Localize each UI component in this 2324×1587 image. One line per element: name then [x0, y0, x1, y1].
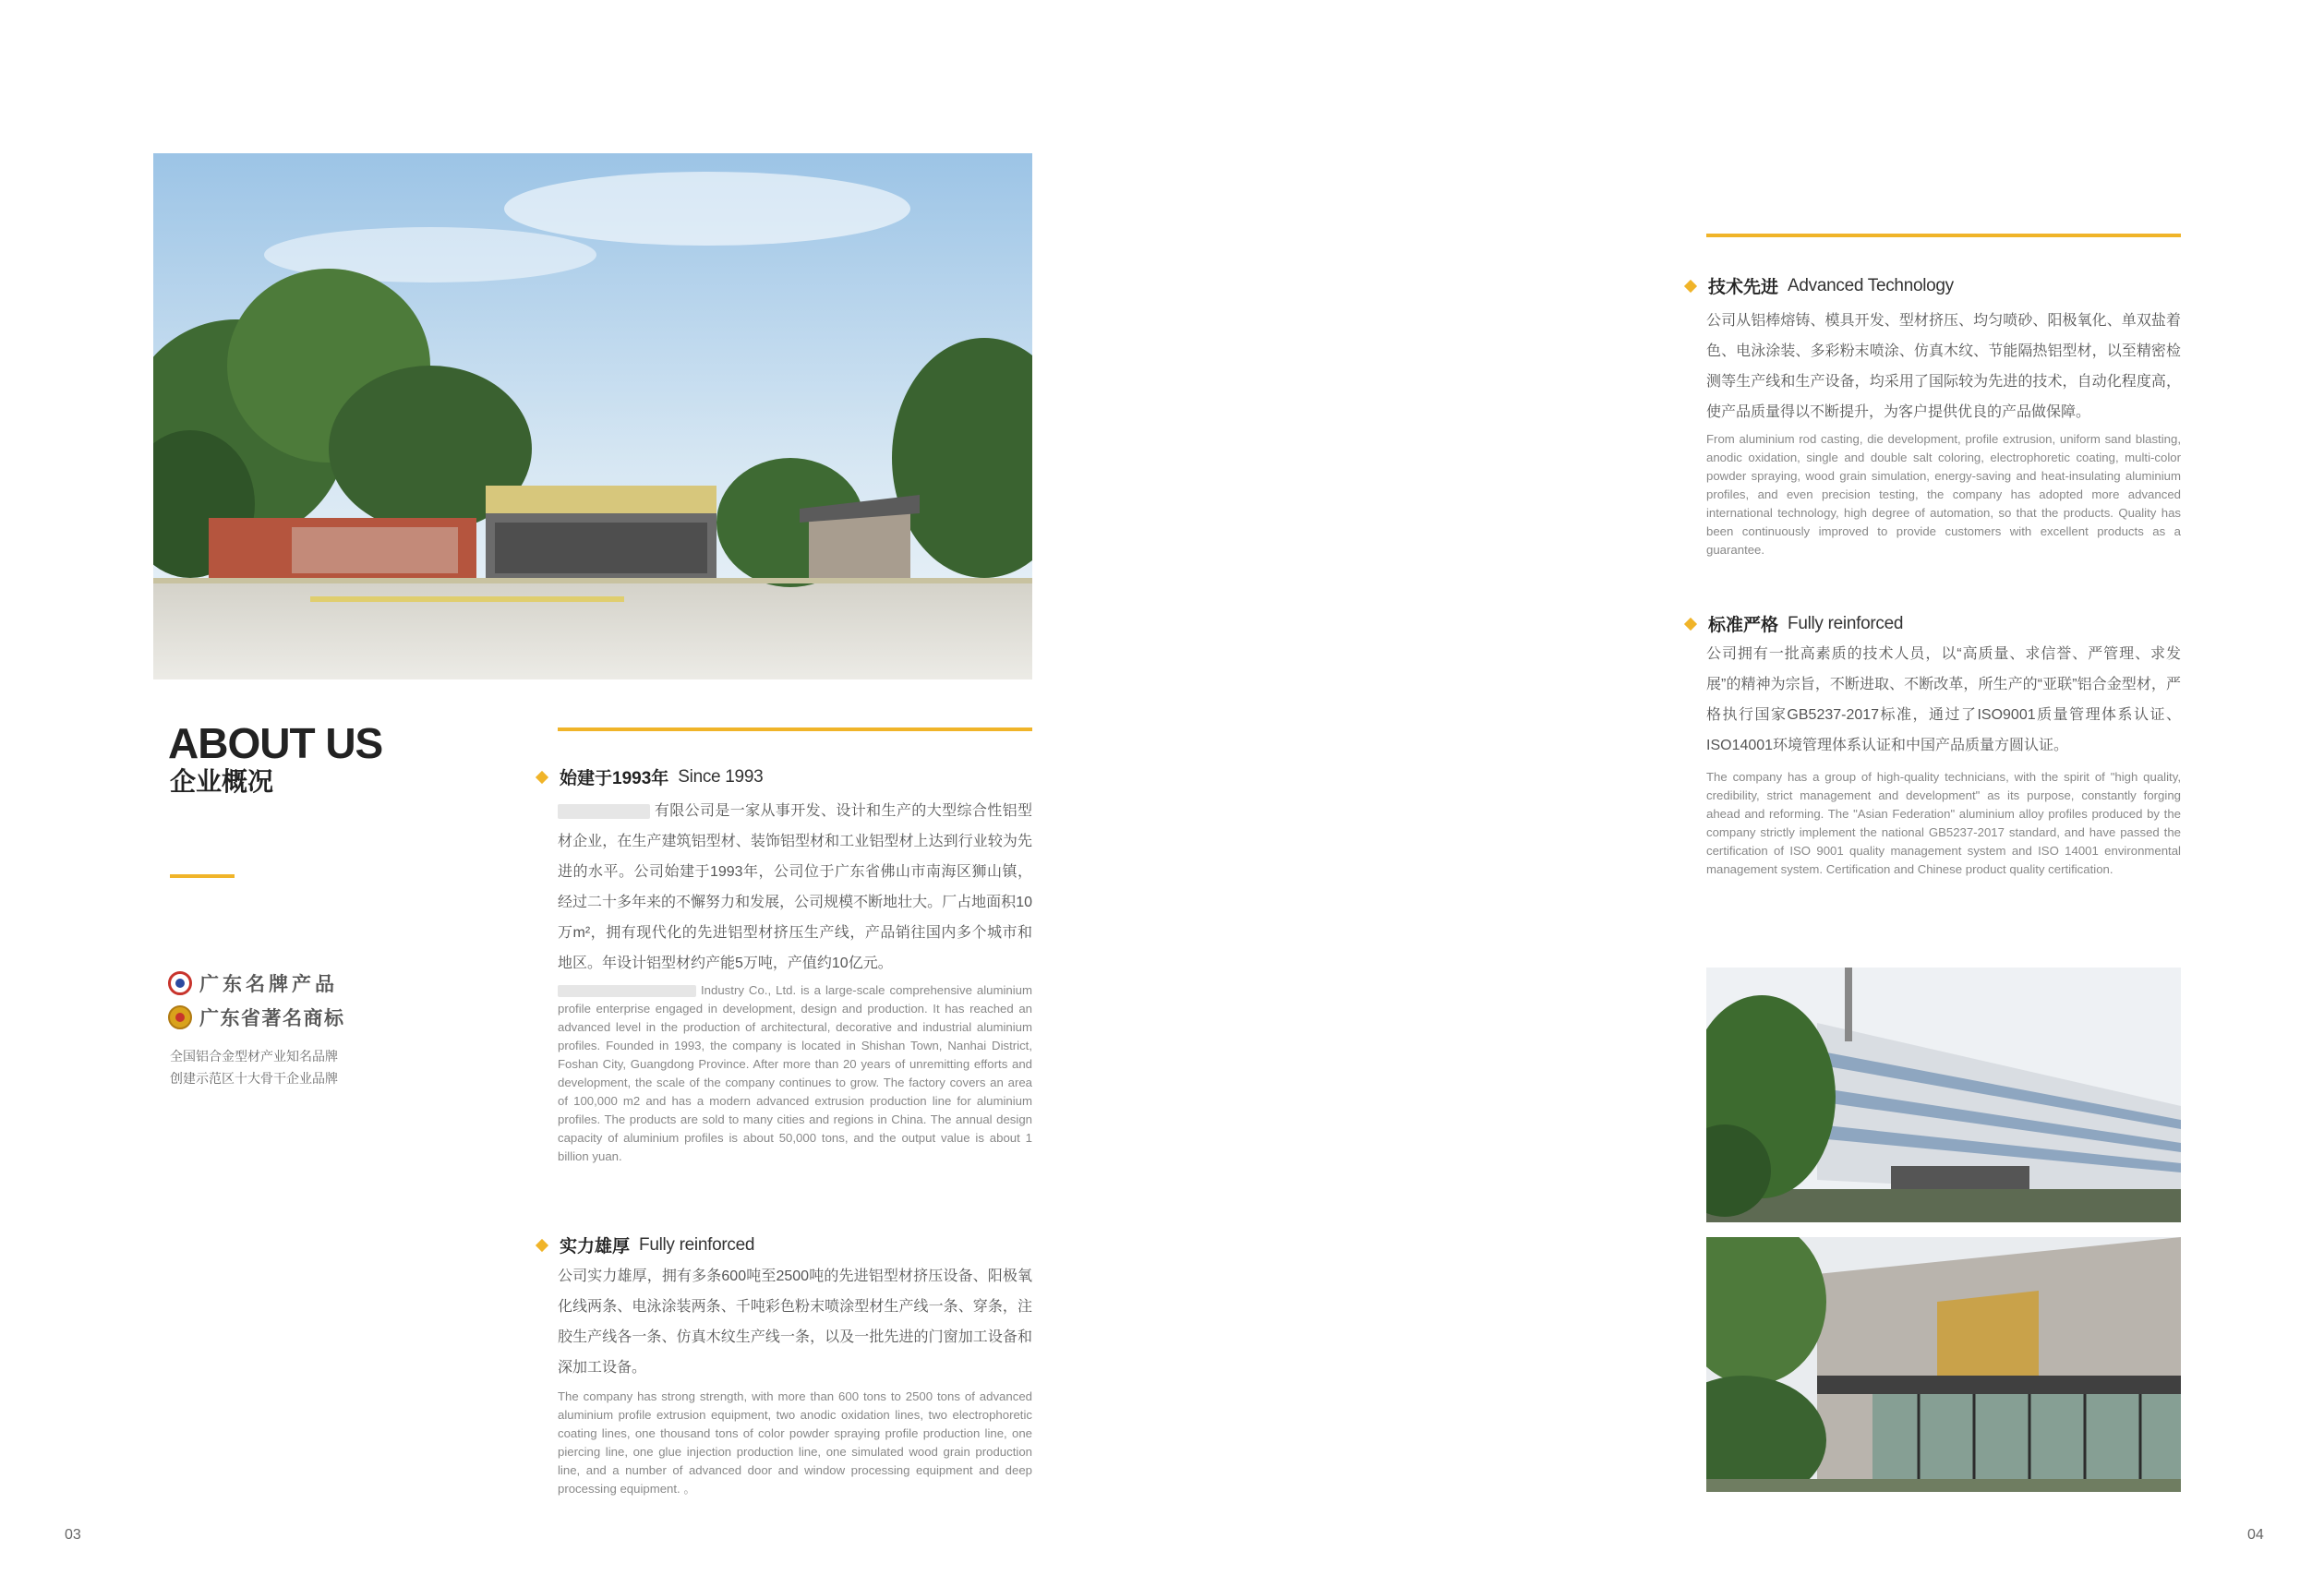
- diamond-bullet-icon: [536, 770, 548, 783]
- section-technology-cn-text: 公司从铝棒熔铸、模具开发、型材挤压、均匀喷砂、阳极氧化、单双盐着色、电泳涂装、多彩粉末喷涂、仿真木纹、节能隔热铝型材，以至精密检测等生产线和生产设备，均采用了国际较为先进的技术，自动化程度高，使产品质量得以不断提升，为客户提供优良的产品做保障。: [1706, 313, 2181, 420]
- brand-label: 广东名牌产品: [199, 974, 338, 995]
- brand-label: 广东省著名商标: [199, 1008, 345, 1029]
- guangdong-brand-seal-icon: [168, 971, 192, 995]
- diamond-bullet-icon: [1684, 279, 1697, 292]
- factory-gate-photo: [153, 153, 1032, 679]
- section-standard-cn-text: 公司拥有一批高素质的技术人员，以“高质量、求信誉、严管理、求发展”的精神为宗旨，不断进取、不断改革，所生产的“亚联”铝合金型材，严格执行国家GB5237-2017标准，通过了ISO9001质量管理体系认证、ISO14001环境管理体系认证和中国产品质量方圆认证。: [1706, 646, 2181, 753]
- section-strength-en-text: The company has strong strength, with more than 600 tons to 2500 tons of advanced aluminium profile extrusion equipment, two anodic oxidation lines, two electrophoretic coating lines, one thousand tons of color powder spraying profile production line, one piercing line, one glue injection production line, one simulated wood grain production line, and a number of advanced door and window processing equipment and deep processing equipment. 。: [558, 1389, 1032, 1496]
- blurred-company-name: [558, 985, 696, 997]
- section-strength-cn-text: 公司实力雄厚，拥有多条600吨至2500吨的先进铝型材挤压设备、阳极氧化线两条、电泳涂装两条、千吨彩色粉末喷涂型材生产线一条、穿条，注胶生产线各一条、仿真木纹生产线一条，以及一批先进的门窗加工设备和深加工设备。: [558, 1268, 1032, 1376]
- page-number-right: 04: [2247, 1527, 2264, 1543]
- section-technology-en-text: From aluminium rod casting, die development, profile extrusion, uniform sand blasting, anodic oxidation, single and double salt coloring, electrophoretic coating, multi-color powder spraying, wood grain simulation, energy-saving and heat-insulating aluminium profiles, and even precision testing, the company has adopted more advanced international technology, high degree of automation, so that the products. Quality has been continuously improved to provide customers with excellent products as a guarantee.: [1706, 432, 2181, 557]
- section-standard-en-text: The company has a group of high-quality technicians, with the spirit of "high quality, credibility, strict management and development" as its purpose, constantly forging ahead and reforming. The "Asian Federation" aluminium alloy profiles produced by the company strictly implement the national GB5237-2017 standard, and have passed the certification of ISO 9001 quality management system and ISO 14001 environmental management system. Certification and Chinese product quality certification.: [1706, 770, 2181, 876]
- about-us-heading-cn: 企业概况: [170, 767, 274, 796]
- section-since-title: 始建于1993年 Since 1993: [536, 764, 763, 789]
- section-since-cn-text: 有限公司是一家从事开发、设计和生产的大型综合性铝型材企业，在生产建筑铝型材、装饰铝型材和工业铝型材上达到行业较为先进的水平。公司始建于1993年，公司位于广东省佛山市南海区狮山镇，经过二十多年来的不懈努力和发展，公司规模不断地壮大。厂占地面积10万m²，拥有现代化的先进铝型材挤压生产线，产品销往国内多个城市和地区。年设计铝型材约产能5万吨，产值约10亿元。: [558, 803, 1032, 971]
- diamond-bullet-icon: [536, 1238, 548, 1251]
- blurred-company-name: [558, 804, 650, 819]
- brand-item-2: [168, 1004, 345, 1031]
- about-us-heading: ABOUT US: [168, 719, 383, 767]
- office-building-photo: [1706, 968, 2181, 1222]
- section-technology-title: 技术先进 Advanced Technology: [1684, 273, 1954, 298]
- heading-accent-line: [170, 874, 235, 878]
- section-top-line-left: [558, 727, 1032, 731]
- section-since-en-text: Industry Co., Ltd. is a large-scale comprehensive aluminium profile enterprise engaged in development, design and production. It has reached an advanced level in the production of architectural, decorative and industrial aluminium profiles. Founded in 1993, the company is located in Shishan Town, Nanhai District, Foshan City, Guangdong Province. After more than 20 years of unremitting efforts and development, the scale of the company continues to grow. The factory covers an area of 100,000 m2 and has a modern advanced extrusion production line for aluminium profiles. The products are sold to many cities and regions in China. The annual design capacity of aluminium profiles is about 50,000 tons, and the output value is about 1 billion yuan.: [558, 983, 1033, 1163]
- section-standard-title: 标准严格 Fully reinforced: [1684, 611, 1903, 636]
- honor-text-1: 全国铝合金型材产业知名品牌: [170, 1049, 338, 1064]
- honor-text-2: 创建示范区十大骨干企业品牌: [170, 1071, 338, 1086]
- famous-trademark-seal-icon: [168, 1005, 192, 1029]
- diamond-bullet-icon: [1684, 617, 1697, 630]
- brand-item-1: [168, 969, 338, 997]
- section-strength-title: 实力雄厚 Fully reinforced: [536, 1232, 754, 1257]
- headquarters-building-photo: [1706, 1237, 2181, 1492]
- page-number-left: 03: [65, 1527, 81, 1543]
- section-top-line-right: [1706, 234, 2181, 237]
